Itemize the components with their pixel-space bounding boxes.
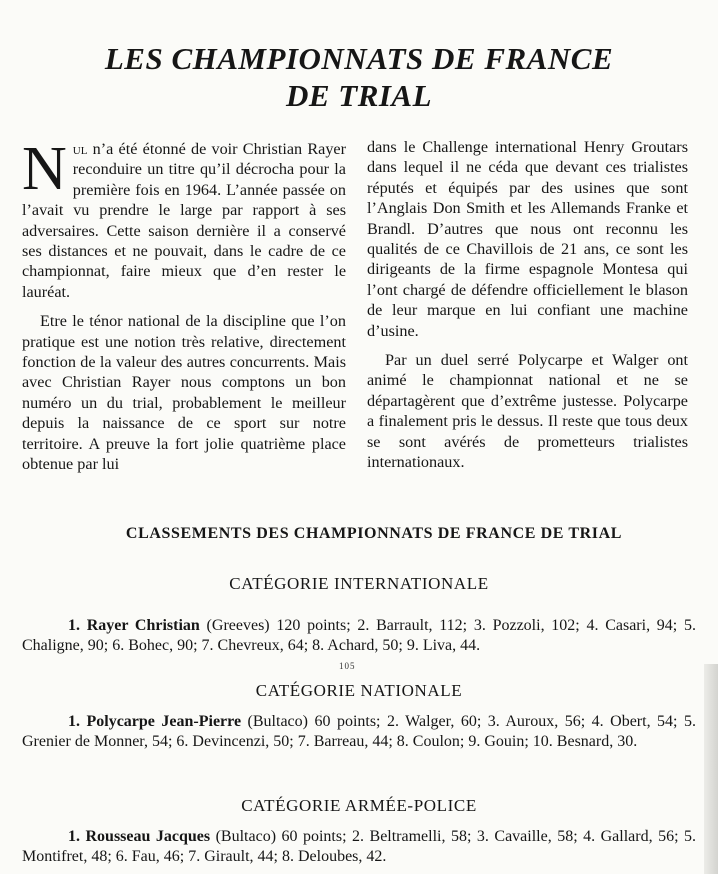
drop-cap-lead: ul [72,140,88,158]
scan-page-edge [704,664,718,874]
drop-cap: N [22,135,67,203]
winner-armee-police: 1. Rousseau Jacques [68,828,211,845]
results-armee-police [22,827,696,866]
page-number: 105 [339,661,356,671]
results-armee-police-text: (Bultaco) 60 points; 2. Beltramelli, 58; 3. Cavaille, 58; 4. Gallard, 56; 5. Montifret, 48; 6. Fau, 46; 7. Girault, 44; 8. Deloubes, 42. [22,828,696,865]
results-nationale-text: (Bultaco) 60 points; 2. Walger, 60; 3. Auroux, 56; 4. Obert, 54; 5. Grenier de Monner, 54; 6. Devincenzi, 50; 7. Barreau, 44; 8. Coulon; 9. Gouin; 10. Besnard, 30. [22,713,696,750]
left-paragraph-1-text: n’a été étonné de voir Christian Rayer reconduire un titre qu’il décrocha pour la première fois en 1964. L’année passée on l’avait vu prendre le large par rapport à ses adversaires. Cette saison dernière il a conservé ses distances et ne pouvait, dans le cadre de ce championnat, faire mieux que d’en rester le lauréat. [22,140,346,301]
title-line-2: DE TRIAL [285,78,433,113]
winner-internationale: 1. Rayer Christian [68,617,200,634]
classements-heading: CLASSEMENTS DES CHAMPIONNATS DE FRANCE DE TRIAL [125,525,623,542]
results-nationale [22,712,696,751]
article-title [0,40,718,114]
right-paragraph-2: Par un duel serré Polycarpe et Walger ont animé le championnat national et ne se départagèrent que d’extrême justesse. Polycarpe a finalement pris le dessus. Il reste que tous deux se sont avérés de prometteurs trialistes internationaux. [367,351,688,472]
title-line-1: LES CHAMPIONNATS DE FRANCE [104,41,614,76]
left-paragraph-2: Etre le ténor national de la discipline que l’on pratique est une notion très relative, directement fonction de la valeur des autres concurrents. Mais avec Christian Rayer nous comptons un bon numéro un du trial, probablement le meilleur depuis la naissance de ce sport sur notre territoire. A preuve la fort jolie quatrième place obtenue par lui [22,312,346,474]
left-column [22,135,346,484]
category-armee-police-heading: CATÉGORIE ARMÉE-POLICE [241,796,477,815]
category-internationale-heading: CATÉGORIE INTERNATIONALE [229,574,489,593]
right-paragraph-1: dans le Challenge international Henry Groutars dans lequel il ne céda que devant ces trialistes réputés et équipés par des usines que sont l’Anglais Don Smith et les Allemands Franke et Brandl. D’autres que nous ont reconnu les qualités de ce Chavillois de 21 ans, ce sont les dirigeants de la firme espagnole Montesa qui l’ont chargé de défendre officiellement le blason de leur marque en lui confiant une machine d’usine. [367,138,688,340]
winner-nationale: 1. Polycarpe Jean-Pierre [68,713,242,730]
right-column [367,137,688,482]
left-paragraph-1 [22,135,346,302]
category-nationale-heading: CATÉGORIE NATIONALE [255,681,463,700]
results-internationale-text: (Greeves) 120 points; 2. Barrault, 112; 3. Pozzoli, 102; 4. Casari, 94; 5. Chaligne, 90; 6. Bohec, 90; 7. Chevreux, 64; 8. Achard, 50; 9. Liva, 44. [22,617,696,654]
results-internationale [22,616,696,655]
